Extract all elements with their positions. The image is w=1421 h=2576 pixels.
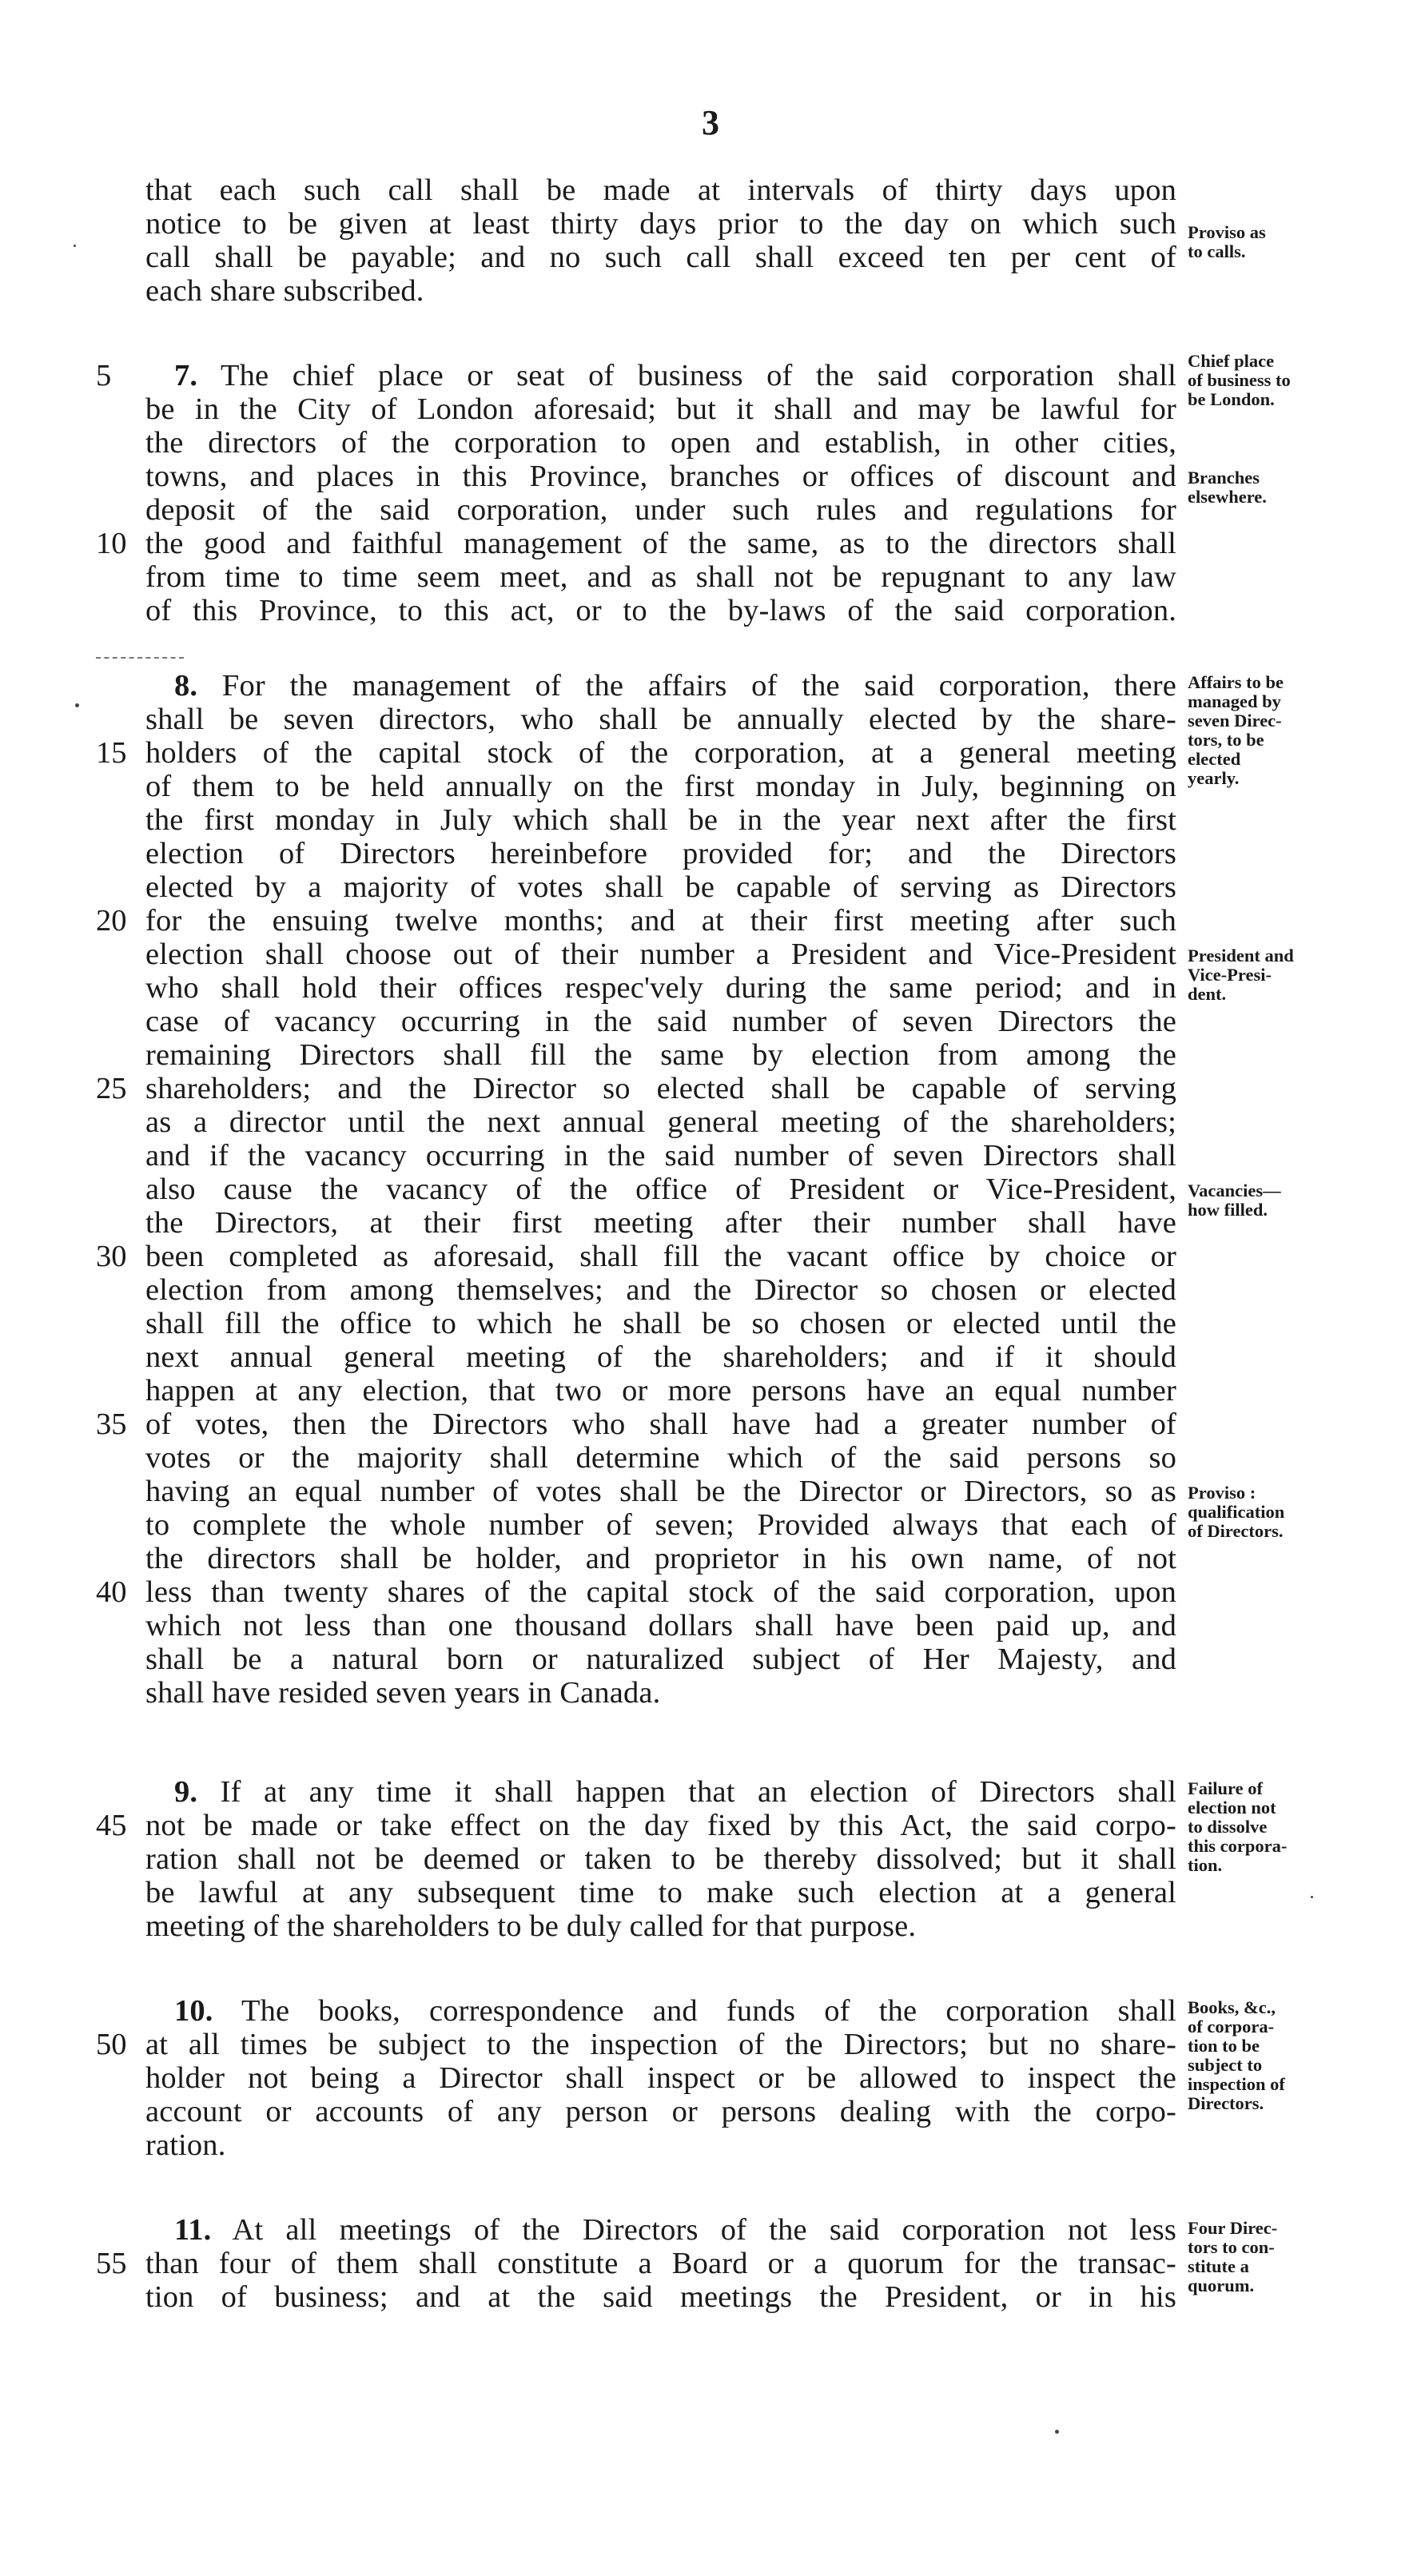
scan-speck <box>74 245 76 247</box>
text-line: deposit of the said corporation, under such rules and regulations for <box>145 493 1176 527</box>
section-number: 10. <box>174 1994 213 2028</box>
text-line: than four of them shall constitute a Board or a quorum for the transac- <box>145 2247 1176 2280</box>
text-line: and if the vacancy occurring in the said number of seven Directors shall <box>145 1139 1176 1173</box>
text-line <box>174 2212 1176 2248</box>
line-number: 5 <box>96 359 112 392</box>
text-line: next annual general meeting of the shareholders; and if it should <box>145 1340 1176 1374</box>
line-number: 35 <box>96 1407 127 1441</box>
text-line: shareholders; and the Director so elected shall be capable of serving <box>145 1072 1176 1105</box>
section-number: 11. <box>174 2213 212 2247</box>
text-span: For the management of the affairs of the said corporation, there <box>221 669 1176 703</box>
text-line: notice to be given at least thirty days prior to the day on which such <box>145 207 1176 241</box>
text-line: shall have resided seven years in Canada. <box>145 1676 661 1710</box>
margin-note: Failure of election not to dissolve this corpora- tion. <box>1188 1778 1288 1875</box>
text-line: the Directors, at their first meeting after their number shall have <box>145 1206 1176 1240</box>
text-line: towns, and places in this Province, branches or offices of discount and <box>145 460 1176 493</box>
text-line: votes or the majority shall determine which of the said persons so <box>145 1441 1176 1475</box>
text-line: as a director until the next annual general meeting of the shareholders; <box>145 1105 1176 1139</box>
margin-note: Vacancies— how filled. <box>1188 1181 1281 1220</box>
text-line: who shall hold their offices respec'vely during the same period; and in <box>145 971 1176 1005</box>
text-line: of this Province, to this act, or to the by-laws of the said corporation. <box>145 594 1176 627</box>
text-line: election from among themselves; and the Director so chosen or elected <box>145 1273 1176 1307</box>
text-line: election shall choose out of their number a President and Vice-President <box>145 938 1176 971</box>
text-line: case of vacancy occurring in the said number of seven Directors the <box>145 1005 1176 1038</box>
text-line: be lawful at any subsequent time to make such election at a general <box>145 1876 1176 1909</box>
margin-note: Branches elsewhere. <box>1188 468 1267 507</box>
scan-speck <box>75 703 79 707</box>
text-line: of votes, then the Directors who shall have had a greater number of <box>145 1407 1176 1441</box>
margin-note: Proviso as to calls. <box>1188 222 1266 261</box>
text-line: meeting of the shareholders to be duly called for that purpose. <box>145 1909 917 1943</box>
text-line: not be made or take effect on the day fixed by this Act, the said corpo- <box>145 1809 1176 1842</box>
section-number: 9. <box>174 1775 198 1809</box>
text-line: ration shall not be deemed or taken to be thereby dissolved; but it shall <box>145 1842 1176 1876</box>
text-line: elected by a majority of votes shall be capable of serving as Directors <box>145 870 1176 904</box>
text-line: shall be a natural born or naturalized subject of Her Majesty, and <box>145 1642 1176 1676</box>
section-number: 8. <box>174 669 198 703</box>
text-line: happen at any election, that two or more persons have an equal number <box>145 1374 1176 1407</box>
line-number: 20 <box>96 904 127 938</box>
text-line: ration. <box>145 2128 226 2162</box>
margin-note: Proviso : qualification of Directors. <box>1188 1483 1285 1541</box>
line-number: 10 <box>96 527 127 560</box>
text-line: each share subscribed. <box>145 274 424 308</box>
text-line: been completed as aforesaid, shall fill the vacant office by choice or <box>145 1240 1176 1273</box>
text-line <box>174 1774 1176 1810</box>
text-line: the directors shall be holder, and proprietor in his own name, of not <box>145 1542 1176 1575</box>
text-line: be in the City of London aforesaid; but it shall and may be lawful for <box>145 392 1176 426</box>
text-line: the first monday in July which shall be in the year next after the first <box>145 803 1176 837</box>
margin-note: Four Direc- tors to con- stitute a quorum. <box>1188 2218 1278 2295</box>
text-line: to complete the whole number of seven; Provided always that each of <box>145 1508 1176 1542</box>
text-span: The chief place or seat of business of the said corporation shall <box>220 359 1176 392</box>
text-span: At all meetings of the Directors of the said corporation not less <box>232 2213 1176 2247</box>
text-line: which not less than one thousand dollars shall have been paid up, and <box>145 1609 1176 1642</box>
text-line: the directors of the corporation to open and establish, in other cities, <box>145 426 1176 460</box>
text-line <box>174 668 1176 703</box>
text-line: holder not being a Director shall inspect or be allowed to inspect the <box>145 2061 1176 2095</box>
margin-note: Chief place of business to be London. <box>1188 351 1291 409</box>
text-line: election of Directors hereinbefore provided for; and the Directors <box>145 837 1176 870</box>
scan-speck <box>1311 1896 1313 1898</box>
text-line: shall fill the office to which he shall be so chosen or elected until the <box>145 1307 1176 1340</box>
text-line <box>174 358 1176 393</box>
text-line: shall be seven directors, who shall be annually elected by the share- <box>145 703 1176 736</box>
text-line: account or accounts of any person or persons dealing with the corpo- <box>145 2095 1176 2128</box>
text-line: of them to be held annually on the first monday in July, beginning on <box>145 770 1176 803</box>
text-line: the good and faithful management of the same, as to the directors shall <box>145 527 1176 560</box>
line-number: 15 <box>96 736 127 770</box>
margin-note: Affairs to be managed by seven Direc- tors, to be elected yearly. <box>1188 672 1284 788</box>
text-line: at all times be subject to the inspection of the Directors; but no share- <box>145 2028 1176 2061</box>
text-span: If at any time it shall happen that an election of Directors shall <box>220 1775 1176 1809</box>
text-line: tion of business; and at the said meetings the President, or in his <box>145 2280 1176 2314</box>
page-number: 3 <box>702 103 719 142</box>
margin-note: President and Vice-Presi- dent. <box>1188 946 1294 1004</box>
line-number: 40 <box>96 1575 127 1609</box>
text-line: remaining Directors shall fill the same by election from among the <box>145 1038 1176 1072</box>
line-number: 30 <box>96 1240 127 1273</box>
line-number: 25 <box>96 1072 127 1105</box>
text-line <box>174 1993 1176 2029</box>
section-number: 7. <box>174 359 198 392</box>
scan-artifact-rule <box>96 657 184 659</box>
text-line: holders of the capital stock of the corporation, at a general meeting <box>145 736 1176 770</box>
text-line: also cause the vacancy of the office of President or Vice-President, <box>145 1173 1176 1206</box>
scan-speck <box>1055 2430 1059 2434</box>
text-line: from time to time seem meet, and as shall not be repugnant to any law <box>145 560 1176 594</box>
text-line: less than twenty shares of the capital stock of the said corporation, upon <box>145 1575 1176 1609</box>
text-line: that each such call shall be made at intervals of thirty days upon <box>145 173 1176 207</box>
text-line: for the ensuing twelve months; and at their first meeting after such <box>145 904 1176 938</box>
text-line: having an equal number of votes shall be the Director or Directors, so as <box>145 1475 1176 1508</box>
line-number: 50 <box>96 2028 127 2061</box>
margin-note: Books, &c., of corpora- tion to be subject to inspection of Directors. <box>1188 1997 1285 2113</box>
line-number: 45 <box>96 1809 127 1842</box>
text-span: The books, correspondence and funds of the corporation shall <box>241 1994 1176 2028</box>
text-line: call shall be payable; and no such call shall exceed ten per cent of <box>145 241 1176 274</box>
line-number: 55 <box>96 2247 127 2280</box>
